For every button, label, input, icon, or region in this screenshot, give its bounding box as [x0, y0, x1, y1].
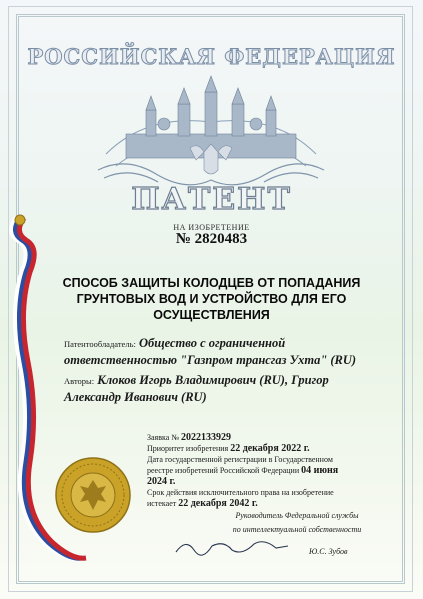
authors	[64, 372, 374, 405]
registration-line	[147, 454, 357, 487]
expiry-date: 22 декабря 2042 г.	[178, 498, 258, 509]
signer-title	[222, 509, 372, 537]
authors-label: Авторы:	[64, 376, 95, 386]
invention-title: СПОСОБ ЗАЩИТЫ КОЛОДЦЕВ ОТ ПОПАДАНИЯ ГРУНТОВЫХ ВОД И УСТРОЙСТВО ДЛЯ ЕГО ОСУЩЕСТВЛЕНИЯ	[62, 276, 361, 322]
priority-date: 22 декабря 2022 г.	[230, 443, 310, 454]
country-heading: РОССИЙСКАЯ ФЕДЕРАЦИЯ	[27, 44, 396, 69]
expiry-line	[147, 487, 357, 509]
tricolor-ribbon-icon	[8, 212, 88, 592]
priority-label: Приоритет изобретения	[147, 444, 229, 453]
signer-title-line2: по интеллектуальной собственности	[232, 525, 362, 534]
signer-name: Ю.С. Зубов	[309, 547, 348, 556]
official-seal-icon	[54, 456, 132, 534]
registration-text: Дата государственной регистрации в Государственном реестре изобретений Российской Федерации	[147, 455, 333, 475]
patent-subtitle: НА ИЗОБРЕТЕНИЕ	[173, 223, 250, 232]
holder-value: Общество с ограниченной ответственностью "Газпром трансгаз Ухта" (RU)	[64, 336, 357, 367]
handwritten-signature-icon	[172, 536, 292, 558]
application-number: 2022133929	[180, 432, 231, 443]
expiry-text: Срок действия исключительного права на изобретение истекает	[147, 488, 334, 508]
authors-value: Клоков Игорь Владимирович (RU), Григор Александр Иванович (RU)	[64, 373, 329, 404]
signer-title-line1: Руководитель Федеральной службы	[235, 511, 359, 520]
application-label: Заявка №	[147, 433, 179, 442]
application-line	[147, 432, 357, 443]
patent-holder	[64, 335, 374, 368]
patent-heading: ПАТЕНТ	[131, 182, 292, 217]
priority-line	[147, 443, 357, 454]
holder-label: Патентообладатель:	[64, 339, 136, 349]
kremlin-emblem-icon	[86, 74, 336, 194]
registration-details	[147, 432, 357, 509]
registration-date: 04 июня 2024 г.	[147, 465, 339, 487]
patent-number: № 2820483	[175, 231, 248, 247]
